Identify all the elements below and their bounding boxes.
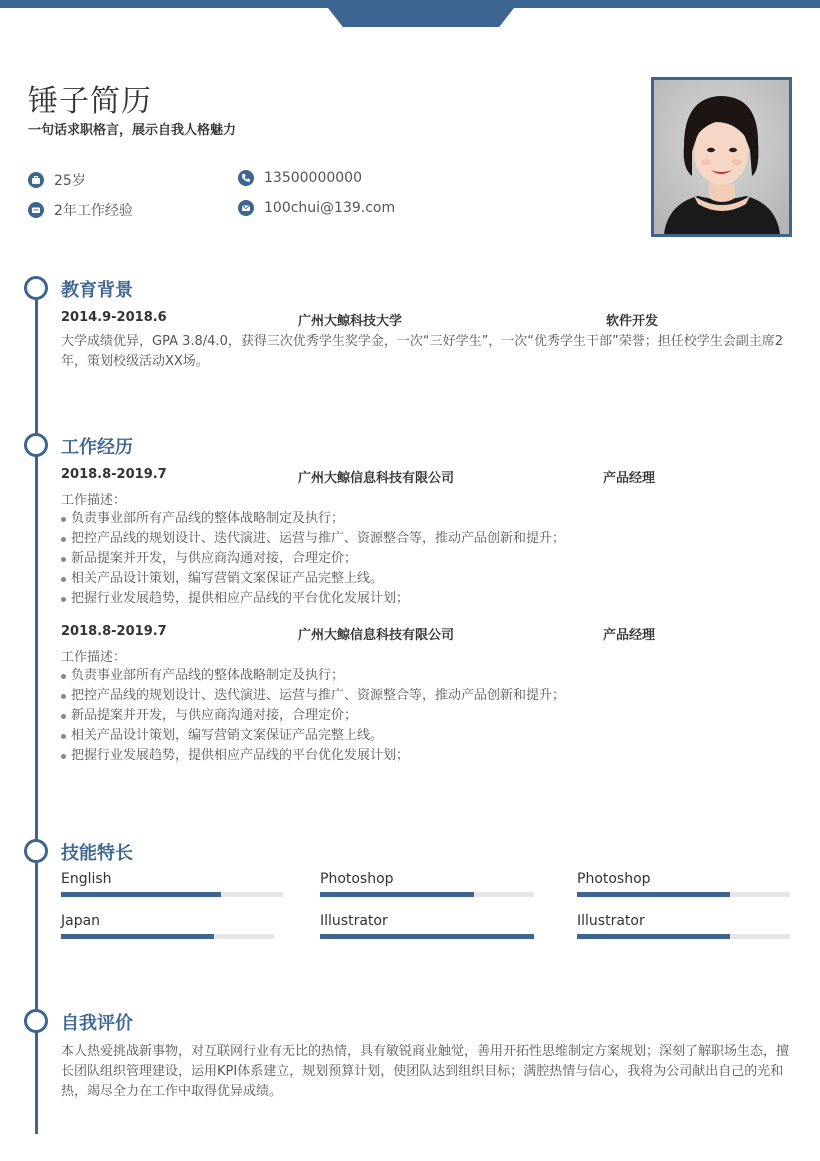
job-desc-list <box>61 666 565 766</box>
skill-japan <box>61 911 274 931</box>
section-title-work: 工作经历 <box>61 437 133 458</box>
education-school: 广州大鲸科技大学 <box>298 314 403 329</box>
resume-name: 锤子简历 <box>28 84 152 119</box>
section-title-self-evaluation: 自我评价 <box>61 1013 133 1034</box>
age-text: 25岁 <box>54 173 86 189</box>
list-item: 新品提案并开发，与供应商沟通对接，合理定价； <box>61 549 565 569</box>
skill-track <box>320 892 534 897</box>
skill-track <box>577 892 790 897</box>
skill-photoshop <box>320 869 534 889</box>
info-phone <box>238 170 362 186</box>
info-email <box>238 200 395 216</box>
skill-label: Photoshop <box>320 871 394 887</box>
list-item: 把控产品线的规划设计、迭代演进、运营与推广、资源整合等，推动产品创新和提升； <box>61 686 565 706</box>
skill-track <box>577 934 790 939</box>
portrait-illustration <box>654 80 789 234</box>
briefcase-icon <box>28 172 44 188</box>
timeline-node-education <box>24 276 48 300</box>
skill-label: Japan <box>61 913 101 929</box>
mail-icon <box>238 200 254 216</box>
top-accent-bar <box>0 0 820 8</box>
timeline-node-skills <box>24 839 48 863</box>
section-title-skills: 技能特长 <box>61 843 133 864</box>
skill-track <box>320 934 534 939</box>
phone-text: 13500000000 <box>264 170 362 186</box>
list-item: 相关产品设计策划，编写营销文案保证产品完整上线。 <box>61 726 565 746</box>
list-item: 把握行业发展趋势，提供相应产品线的平台优化发展计划； <box>61 746 565 766</box>
skill-level-bar <box>61 892 221 897</box>
skill-illustrator <box>320 911 534 931</box>
id-card-icon <box>28 202 44 218</box>
skill-level-bar <box>320 934 534 939</box>
section-title-education: 教育背景 <box>61 280 133 301</box>
job-company: 广州大鲸信息科技有限公司 <box>298 628 455 643</box>
email-text: 100chui@139.com <box>264 200 396 216</box>
job-company: 广州大鲸信息科技有限公司 <box>298 471 455 486</box>
timeline-node-self-evaluation <box>24 1009 48 1033</box>
skill-level-bar <box>577 892 730 897</box>
skill-track <box>61 892 283 897</box>
phone-icon <box>238 170 254 186</box>
skill-track <box>61 934 274 939</box>
top-accent-tab <box>328 8 514 27</box>
skill-label: Illustrator <box>577 913 645 929</box>
profile-photo <box>651 77 792 237</box>
skill-level-bar <box>320 892 474 897</box>
skill-label: Illustrator <box>320 913 388 929</box>
job-desc-label: 工作描述： <box>61 493 127 508</box>
skill-label: English <box>61 871 112 887</box>
skill-photoshop-2 <box>577 869 790 889</box>
experience-text: 2年工作经验 <box>54 203 133 219</box>
resume-tagline: 一句话求职格言，展示自我人格魅力 <box>28 123 237 138</box>
job-period: 2018.8-2019.7 <box>61 624 167 639</box>
skill-level-bar <box>61 934 214 939</box>
job-period: 2018.8-2019.7 <box>61 467 167 482</box>
list-item: 相关产品设计策划，编写营销文案保证产品完整上线。 <box>61 569 565 589</box>
education-description: 大学成绩优异，GPA 3.8/4.0，获得三次优秀学生奖学金，一次“三好学生”，一次“优秀学生干部”荣誉；担任校学生会副主席2年，策划校级活动XX场。 <box>61 334 784 369</box>
list-item: 把握行业发展趋势，提供相应产品线的平台优化发展计划； <box>61 589 565 609</box>
timeline-node-work <box>24 433 48 457</box>
job-role: 产品经理 <box>603 628 656 643</box>
skill-illustrator-2 <box>577 911 790 931</box>
list-item: 负责事业部所有产品线的整体战略制定及执行； <box>61 509 565 529</box>
skill-label: Photoshop <box>577 871 651 887</box>
info-age <box>28 170 86 190</box>
list-item: 负责事业部所有产品线的整体战略制定及执行； <box>61 666 565 686</box>
list-item: 新品提案并开发，与供应商沟通对接，合理定价； <box>61 706 565 726</box>
job-role: 产品经理 <box>603 471 656 486</box>
skill-english <box>61 869 283 889</box>
job-desc-list <box>61 509 565 609</box>
self-evaluation-text: 本人热爱挑战新事物，对互联网行业有无比的热情，具有敏锐商业触觉，善用开拓性思维制定方案规划；深刻了解职场生态，擅长团队组织管理建设，运用KPI体系建立，规划预算计划，使团队达到组织目标；满腔热情与信心，我将为公司献出自己的光和热，竭尽全力在工作中取得优异成绩。 <box>61 1044 790 1099</box>
list-item: 把控产品线的规划设计、迭代演进、运营与推广、资源整合等，推动产品创新和提升； <box>61 529 565 549</box>
job-desc-label: 工作描述： <box>61 650 127 665</box>
skill-level-bar <box>577 934 730 939</box>
info-experience <box>28 200 133 220</box>
education-period: 2014.9-2018.6 <box>61 310 167 325</box>
education-major: 软件开发 <box>606 314 659 329</box>
